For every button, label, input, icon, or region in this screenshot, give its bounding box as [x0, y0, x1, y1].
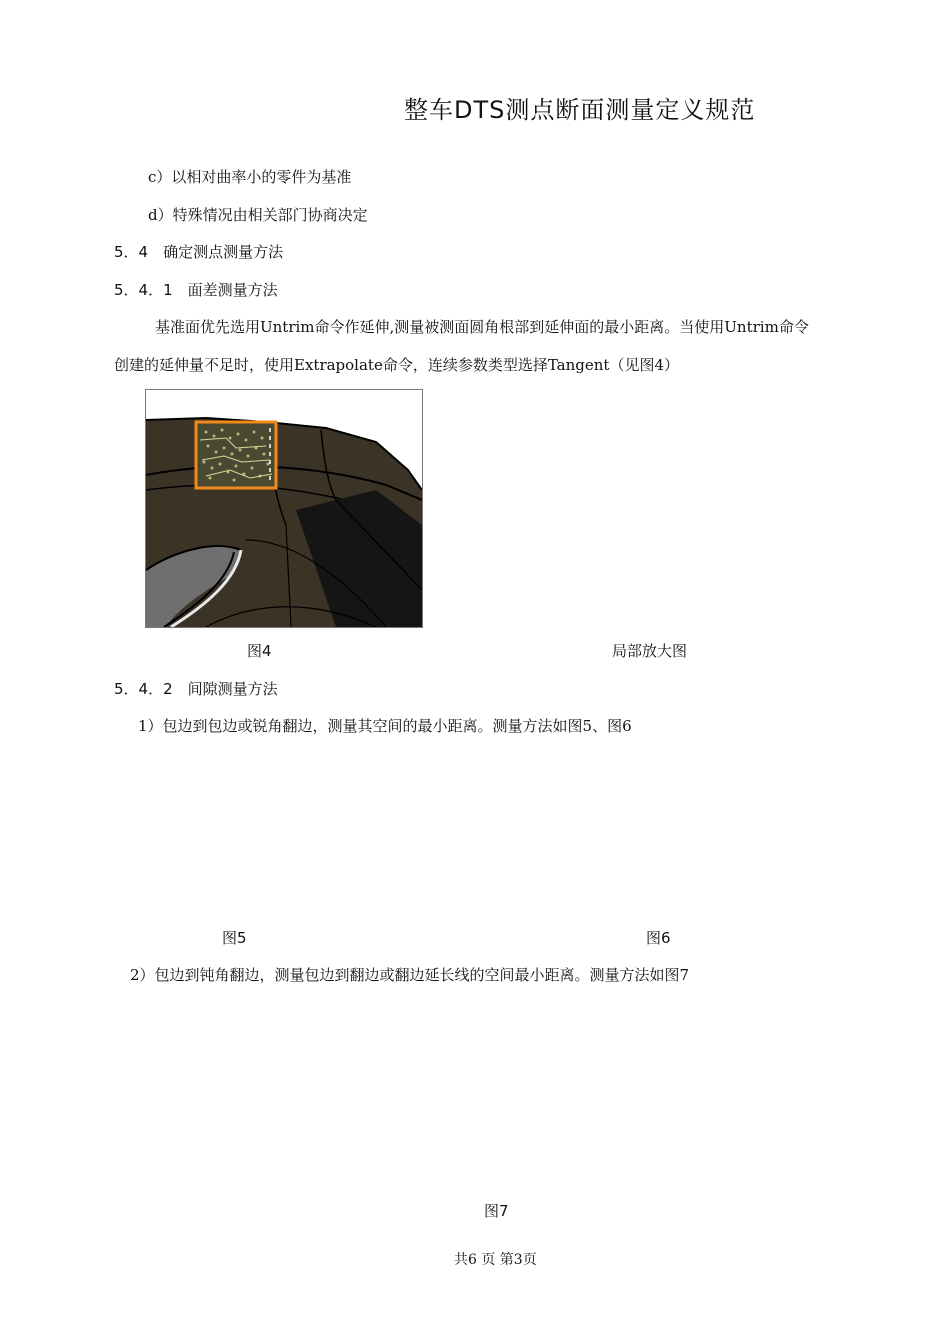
- figure-7-caption: 图7: [484, 1202, 509, 1220]
- gap-method-item-1: 1）包边到包边或锐角翻边，测量其空间的最小距离。测量方法如图5、图6: [138, 717, 632, 735]
- list-item-d: d）特殊情况由相关部门协商决定: [148, 206, 368, 224]
- section-heading-5-4-2: 5．4．2 间隙测量方法: [114, 680, 278, 698]
- cad-surface-illustration: [146, 390, 422, 627]
- figure-4-caption: 图4: [247, 642, 272, 660]
- paragraph-line-2: 创建的延伸量不足时，使用Extrapolate命令，连续参数类型选择Tangent（见图4）: [114, 356, 679, 374]
- figure-4-image: [145, 389, 423, 628]
- section-heading-5-4: 5．4 确定测点测量方法: [114, 243, 284, 261]
- zoom-view-caption: 局部放大图: [612, 642, 688, 660]
- gap-method-item-2: 2）包边到钝角翻边，测量包边到翻边或翻边延长线的空间最小距离。测量方法如图7: [130, 966, 690, 984]
- highlighted-region: [196, 422, 276, 488]
- document-title: 整车DTS测点断面测量定义规范: [404, 96, 756, 124]
- section-heading-5-4-1: 5．4．1 面差测量方法: [114, 281, 278, 299]
- list-item-c: c）以相对曲率小的零件为基准: [148, 168, 352, 186]
- figure-5-caption: 图5: [222, 929, 247, 947]
- figure-6-caption: 图6: [646, 929, 671, 947]
- page-footer: 共6 页 第3页: [454, 1252, 537, 1268]
- paragraph-line-1: 基准面优先选用Untrim命令作延伸,测量被测面圆角根部到延伸面的最小距离。当使用Untrim命令: [155, 318, 809, 336]
